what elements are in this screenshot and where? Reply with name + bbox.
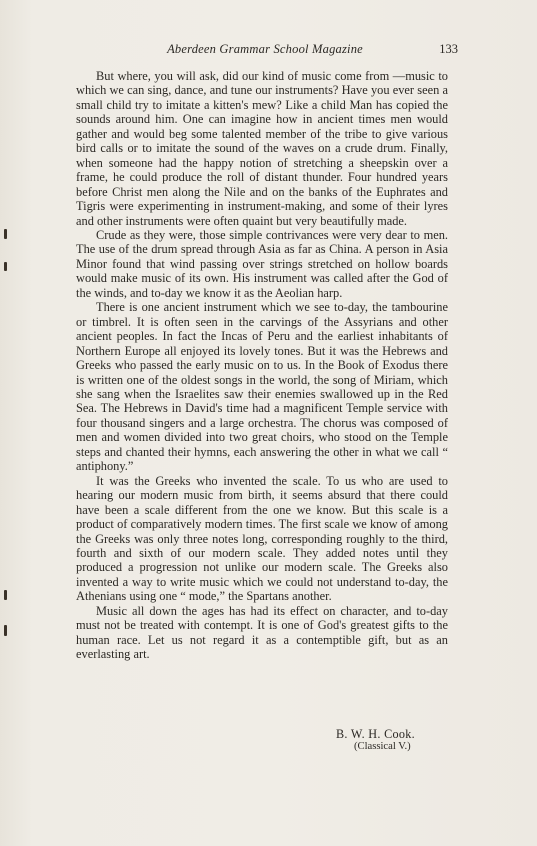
paragraph: Music all down the ages has had its effect on character, and to-day must not be treated with contempt. It is one of God's greatest gifts to the human race. Let us not regard it as a contemptible gift, but as an everlasting art. [76,603,448,662]
paragraph: There is one ancient instrument which we see to-day, the tambourine or timbrel. It is often seen in the carvings of the Assyrians and other ancient peoples. In fact the Incas of Peru and the earliest inhabitants of Northern Europe all enjoyed its lovely tones. But it was the Hebrews and Greeks who passed the early music on to us. In the Book of Exodus there is written one of the oldest songs in the world, the song of Miriam, which she sang when the Israelites saw their enemies swallowed up in the Red Sea. The Hebrews in David's time had a magnificent Temple service with four thousand singers and a large orchestra. The chorus was composed of men and women divided into two great choirs, who stood on the Temple steps and chanted their hymns, each answering the other in what we call “ antiphony.” [76,300,448,474]
paragraph: But where, you will ask, did our kind of music come from —music to which we can sing, dance, and tune our instruments? Have you ever seen a small child try to imitate a kitten's mew? Like a child Man has copied the sounds around him. One can imagine how in ancient times men would gather and would beg some talented member of the tribe to give various bird calls or to imitate the sound of the waves on a crude drum. Finally, when someone had the happy notion of stretching a sheepskin over a frame, he could produce the roll of distant thunder. Four hundred years before Christ men along the Nile and on the banks of the Euphrates and Tigris were experimenting in instrument-making, and some of their lyres and other instruments were often quaint but very beautifully made. [76,69,448,228]
running-head: Aberdeen Grammar School Magazine [167,42,363,56]
paragraph: Crude as they were, those simple contrivances were very dear to men. The use of the drum spread through Asia as far as China. A person in Asia Minor found that wind passing over strings stretched on hollow boards would make music of its own. His instrument was called after the God of the winds, and to-day we know it as the Aeolian harp. [76,227,448,300]
article-body [76,69,448,662]
margin-mark [4,229,7,239]
paragraph: It was the Greeks who invented the scale. To us who are used to hearing our modern music from birth, it seems absurd that there could have been a scale different from the one we know. But this scale is a product of comparatively modern times. The first scale we know of among the Greeks was only three notes long, corresponding roughly to the third, fourth and sixth of our modern scale. They added notes until they produced a progression not unlike our modern scale. The Greeks also invented a way to write music which we could not understand to-day, the Athenians using one “ mode,” the Spartans another. [76,473,448,604]
author-affiliation: (Classical V.) [354,741,411,752]
margin-mark [4,625,7,636]
page-number: 133 [439,42,458,56]
margin-mark [4,262,7,271]
margin-mark [4,590,7,600]
author-signature: B. W. H. Cook. [336,727,416,741]
